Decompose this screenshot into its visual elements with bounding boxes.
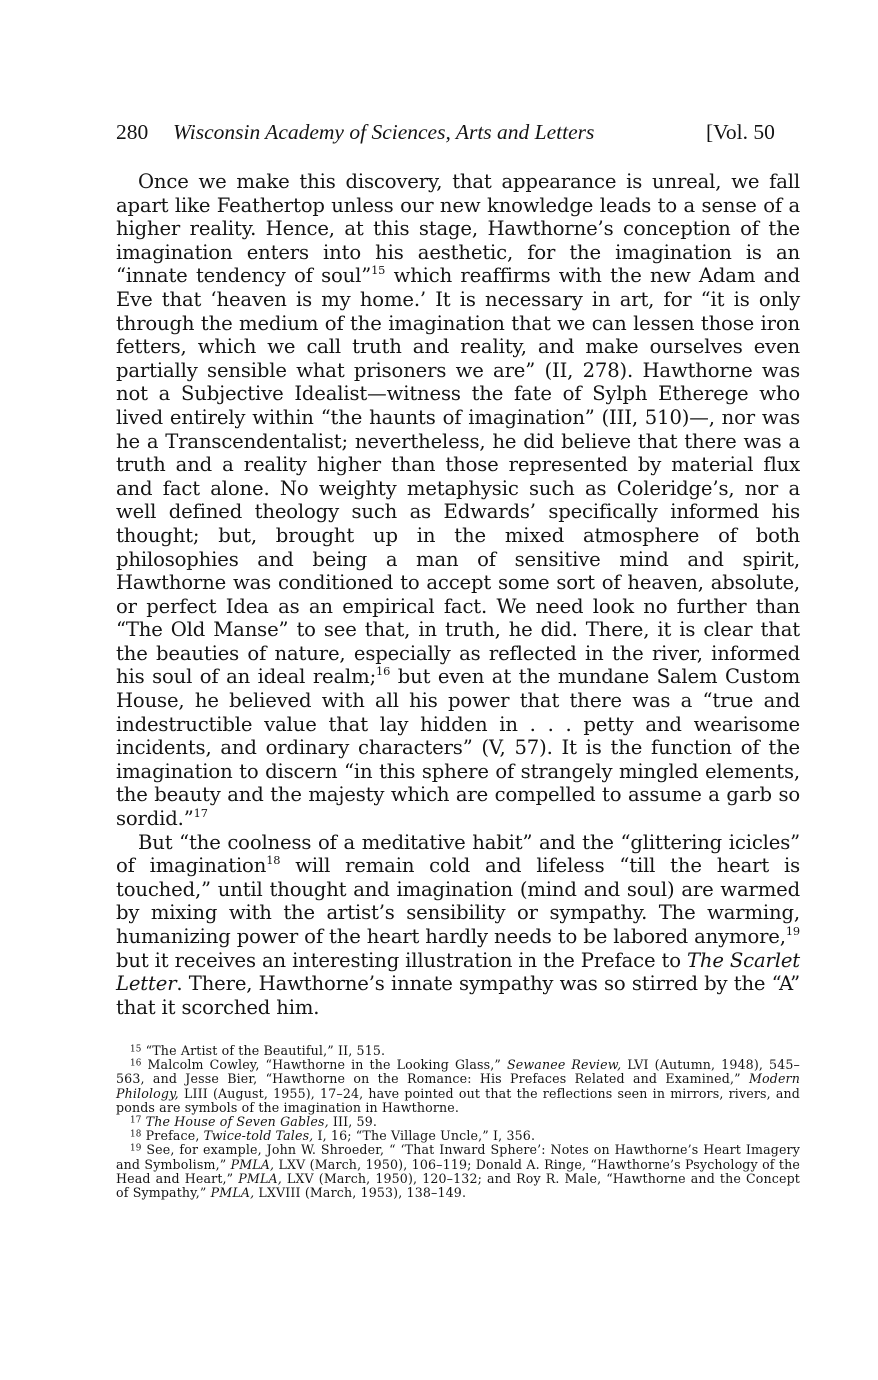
page-number: 280 <box>116 120 149 144</box>
footnote-ref-17: 17 <box>193 806 208 821</box>
footnote-ref-16: 16 <box>376 664 391 679</box>
paragraph-2-text-b: will remain cold and lifeless “till the heart is touched,” until thought and imagination (mind and soul) are warmed by mixing with the artist’s sensibility or sympathy. The warming, humanizing power of the heart hardly needs to be labored anymore, <box>116 854 800 948</box>
footnote-text: Preface, <box>141 1128 204 1144</box>
footnote-text: LXV (March, 1950), 120–132; and Roy R. Male, “Hawthorne and the Concept of Sympathy,” <box>116 1170 801 1201</box>
book-title: Twice-told Tales, <box>203 1128 314 1144</box>
footnote-marker: 18 <box>130 1129 142 1140</box>
journal-title: PMLA, <box>210 1185 255 1201</box>
footnote-text: LIII (August, 1955), 17–24, have pointed out that the reflections seen in mirrors, rivers, and ponds are symbols of the imagination in Hawthorne. <box>116 1085 800 1115</box>
paragraph-2-text-c: but it receives an interesting illustration in the Preface to <box>116 948 687 972</box>
footnote-marker: 17 <box>130 1115 142 1126</box>
paragraph-1 <box>116 170 800 831</box>
footnote-text: “The Artist of the Beautiful,” II, 515. <box>141 1043 386 1058</box>
footnote-ref-18: 18 <box>266 853 281 868</box>
paragraph-2-text-a: But “the coolness of a meditative habit” and the “glittering icicles” of imagination <box>116 830 800 878</box>
footnote-marker: 19 <box>130 1143 142 1154</box>
footnote-text: LVI (Autumn, 1948), 545–563, and Jesse Bier, “Hawthorne on the Romance: His Prefaces Related and Examined,” <box>116 1057 800 1087</box>
footnote-text: See, for example, John W. Shroeder, “ ‘That Inward Sphere’: Notes on Hawthorne’s Heart Imagery and Symbolism,” <box>116 1142 800 1172</box>
journal-title: Modern Philology, <box>116 1071 800 1101</box>
book-title: The House of Seven Gables, <box>141 1114 329 1130</box>
journal-title: Sewanee Review, <box>506 1057 622 1073</box>
footnote-17 <box>116 1115 800 1129</box>
volume-label: [Vol. 50 <box>706 120 775 144</box>
footnote-18 <box>116 1129 800 1143</box>
book-title-scarlet-letter: The Scarlet Letter <box>116 948 800 996</box>
footnote-ref-19: 19 <box>785 924 800 939</box>
paragraph-1-text-b: which reaffirms with the new Adam and Eve that ‘heaven is my home.’ It is necessary in art, for “it is only through the medium of the imagination that we can lessen those iron fetters, which we call truth and reality, and make ourselves even partially sensible what prisoners we are” (II, 278). Hawthorne was not a Subjective Idealist—witness the fate of Sylph Etherege who lived entirely within “the haunts of imagination” (III, 510)—, nor was he a Transcendentalist; nevertheless, he did believe that there was a truth and a reality higher than those represented by material flux and fact alone. No weighty metaphysic such as Coleridge’s, nor a well defined theology such as Edwards’ specifically informed his thought; but, brought up in the mixed atmosphere of both philosophies and being a man of sensitive mind and spirit, Hawthorne was conditioned to accept some sort of heaven, absolute, or perfect Idea as an empirical fact. We need look no further than “The Old Manse” to see that, in truth, he did. There, it is clear that the beauties of nature, especially as reflected in the river, informed his soul of an ideal realm; <box>116 264 800 689</box>
footnote-text: LXV (March, 1950), 106–119; Donald A. Ringe, “Hawthorne’s Psychology of the Head and Heart,” <box>116 1156 800 1186</box>
running-title: Wisconsin Academy of Sciences, Arts and Letters <box>173 120 595 144</box>
paragraph-2-text-d: . There, Hawthorne’s innate sympathy was so stirred by the “A” that it scorched him. <box>116 972 800 1019</box>
paragraph-1-text-a: Once we make this discovery, that appearance is unreal, we fall apart like Feathertop unless our new knowledge leads to a sense of a higher reality. Hence, at this stage, Hawthorne’s conception of the imagination enters into his aesthetic, for the imagination is an “innate tendency of soul” <box>116 170 800 288</box>
footnote-19 <box>116 1143 800 1200</box>
journal-title: PMLA, <box>238 1170 282 1186</box>
footnote-text: Malcolm Cowley, “Hawthorne in the Looking Glass,” <box>141 1057 507 1073</box>
footnotes <box>116 1044 800 1200</box>
footnote-ref-15: 15 <box>371 263 386 278</box>
footnote-marker: 15 <box>130 1044 142 1055</box>
paragraph-1-text-c: but even at the mundane Salem Custom House, he believed with all his power that there was a “true and indestructible value that lay hidden in . . . petty and wearisome incidents, and ordinary characters” (V, 57). It is the function of the imagination to discern “in this sphere of strangely mingled elements, the beauty and the majesty which are compelled to assume a garb so sordid.” <box>116 665 800 831</box>
footnote-marker: 16 <box>130 1058 142 1069</box>
journal-title: PMLA, <box>230 1156 275 1172</box>
footnote-16 <box>116 1058 800 1115</box>
body-text <box>116 170 800 1019</box>
footnote-text: I, 16; “The Village Uncle,” I, 356. <box>313 1128 536 1144</box>
footnote-15 <box>116 1044 800 1058</box>
footnote-text: LXVIII (March, 1953), 138–149. <box>254 1185 467 1201</box>
paragraph-2 <box>116 831 800 1020</box>
footnote-text: III, 59. <box>328 1114 378 1130</box>
